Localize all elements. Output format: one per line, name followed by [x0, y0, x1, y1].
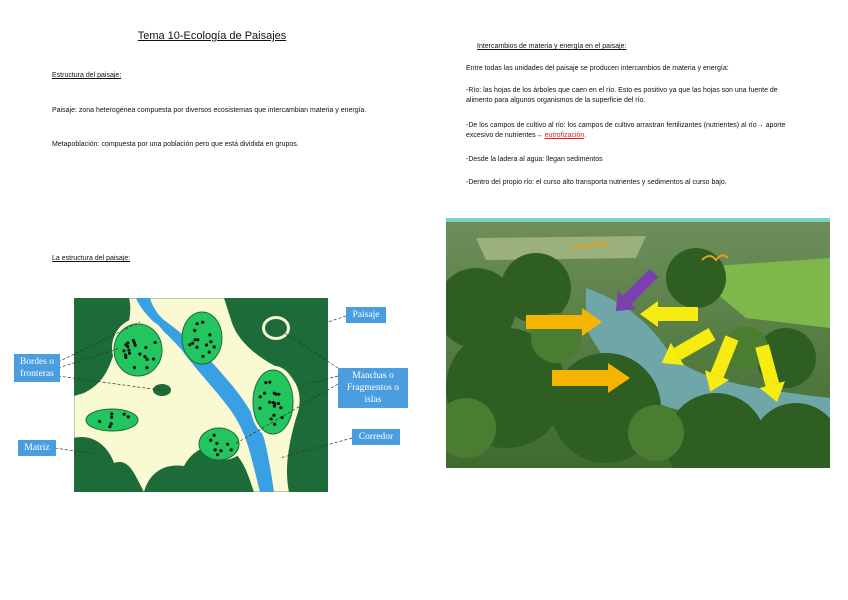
- exchange-intro: Entre todas las unidades del paisaje se producen intercambios de materia y energía:: [466, 65, 729, 72]
- field-top: [476, 236, 646, 260]
- structure-heading: Estructura del paisaje:: [52, 72, 122, 79]
- exchange-heading: Intercambios de materia y energía en el paisaje:: [477, 43, 627, 50]
- label-matriz: Matriz: [18, 440, 56, 456]
- label-corredor: Corredor: [352, 429, 400, 445]
- eutrofizacion-highlight: eutrofización: [544, 132, 585, 139]
- item-ladera: -Desde la ladera al agua: llegan sedimentos: [466, 156, 603, 163]
- paisaje-definition: Paisaje: zona heterogénea compuesta por diversos ecosistemas que intercambian materia y energía.: [52, 107, 367, 114]
- item-campos: -De los campos de cultivo al río: los campos de cultivo arrastran fertilizantes (nutrientes) al río→ aporte excesivo de nutrientes→ eutrofización.: [466, 122, 786, 139]
- page-title: Tema 10-Ecología de Paisajes: [137, 30, 287, 42]
- label-manchas: Manchas o Fragmentos o islas: [338, 368, 408, 408]
- item-campos-text: -De los campos de cultivo al río: los campos de cultivo arrastran fertilizantes (nutrientes) al río→ aporte excesivo de nutrientes→: [466, 122, 786, 139]
- item-rio: -Río: las hojas de los árboles que caen en el río. Esto es positivo ya que las hojas son una fuente de alimento para algunos organismos de la superficie del río.: [466, 87, 778, 104]
- metapoblacion-definition: Metapoblación: compuesta por una población pero que está dividida en grupos.: [52, 141, 299, 148]
- river-landscape-photo: [446, 218, 830, 468]
- label-bordes: Bordes o fronteras: [14, 354, 60, 382]
- diagram-heading: La estructura del paisaje:: [52, 255, 131, 262]
- item-propio: -Dentro del propio río: el curso alto transporta nutrientes y sedimentos al curso bajo.: [466, 179, 727, 186]
- label-paisaje: Paisaje: [346, 307, 386, 323]
